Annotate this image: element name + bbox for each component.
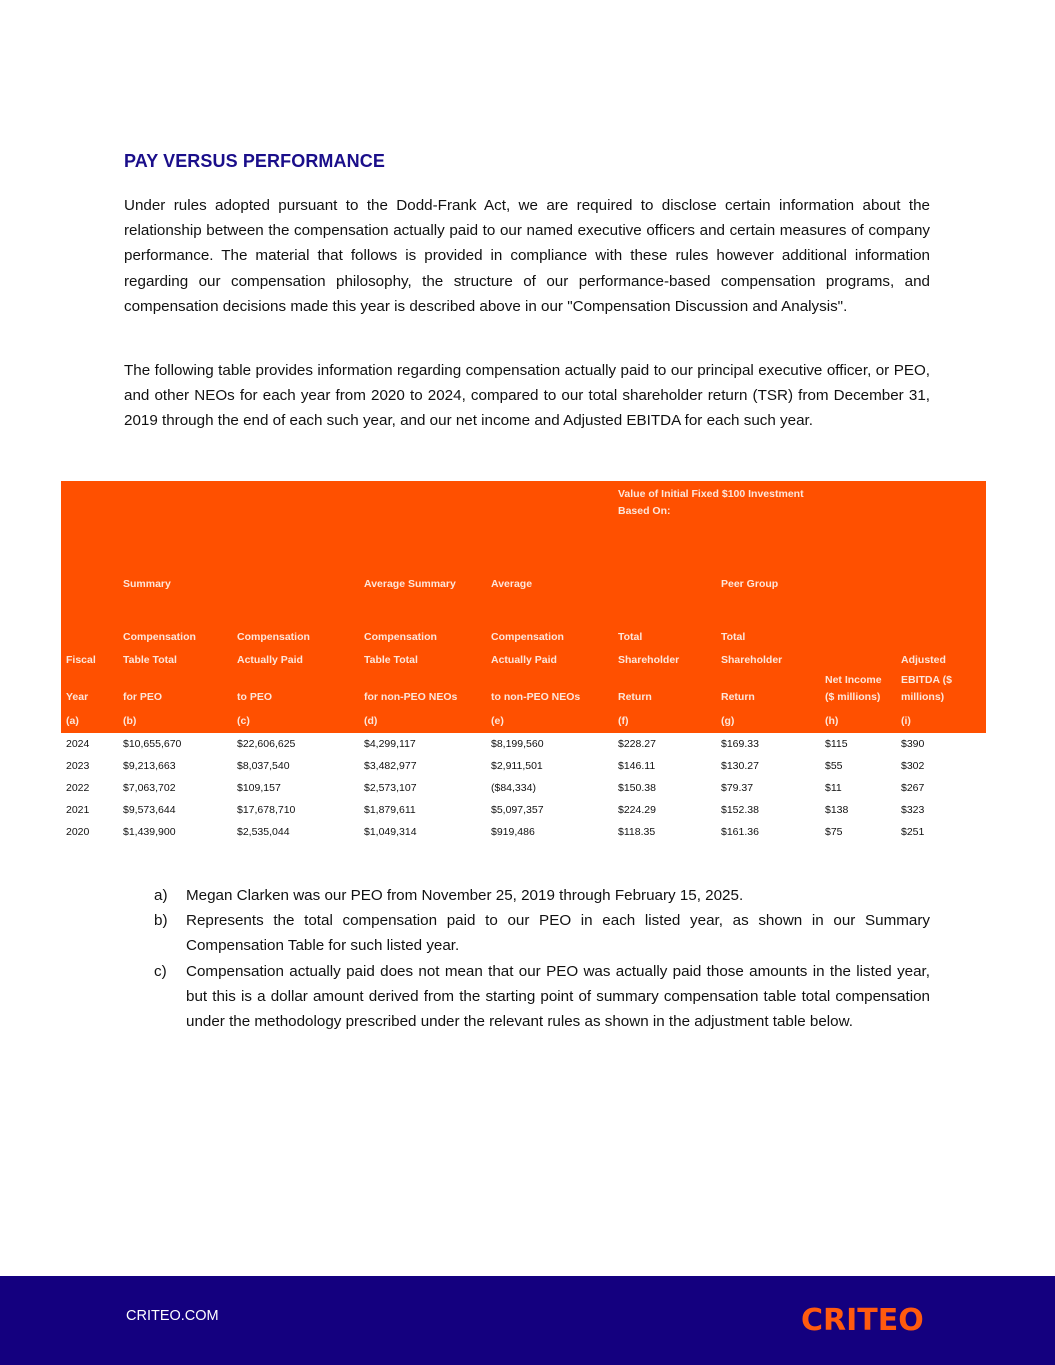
tsr-group-header: Value of Initial Fixed $100 Investment Based On: bbox=[618, 488, 804, 517]
footer-website-link[interactable]: CRITEO.COM bbox=[126, 1308, 219, 1324]
header-net-income: Net Income ($ millions) bbox=[825, 674, 882, 703]
footnote-c: c) Compensation actually paid does not mean that our PEO was actually paid those amounts in the listed year, but this is a dollar amount derived from the starting point of summary compensation table total compensation under the methodology prescribed under the relevant rules as shown in the adjustment table below. bbox=[154, 962, 930, 1031]
intro-paragraph: Under rules adopted pursuant to the Dodd-Frank Act, we are required to disclose certain information about the relationship between the compensation actually paid to our named executive officers and certain measures of company performance. The material that follows is provided in compliance with these rules however additional information regarding our compensation philosophy, the structure of our performance-based compensation programs, and compensation decisions made this year is described above in our "Compensation Discussion and Analysis". bbox=[124, 197, 930, 315]
footnotes bbox=[154, 883, 930, 1034]
table-description-paragraph: The following table provides information regarding compensation actually paid to our principal executive officer, or PEO, and other NEOs for each year from 2020 to 2024, compared to our total shareholder return (TSR) from December 31, 2019 through the end of each such year, and our net income and Adjusted EBITDA for each such year. bbox=[124, 362, 930, 430]
page-footer bbox=[0, 1276, 1055, 1365]
header-peer-group: Peer Group bbox=[721, 578, 779, 590]
table-row: 2020 $1,439,900 $2,535,044 $1,049,314 $919,486 $118.35 $161.36 $75 $251 bbox=[66, 826, 925, 838]
header-average: Average bbox=[491, 578, 533, 590]
table-row: 2024 $10,655,670 $22,606,625 $4,299,117 $8,199,560 $228.27 $169.33 $115 $390 bbox=[66, 738, 925, 750]
header-average-summary: Average Summary bbox=[364, 578, 456, 590]
header-adjusted-ebitda: EBITDA ($ millions) bbox=[901, 674, 952, 703]
header-fiscal: Fiscal bbox=[66, 654, 96, 666]
pay-versus-performance-table bbox=[61, 481, 986, 843]
table-row: 2021 $9,573,644 $17,678,710 $1,879,611 $5,097,357 $224.29 $152.38 $138 $323 bbox=[66, 804, 925, 816]
table-row: 2022 $7,063,702 $109,157 $2,573,107 ($84,334) $150.38 $79.37 $11 $267 bbox=[61, 777, 986, 799]
table-row: 2023 $9,213,663 $8,037,540 $3,482,977 $2,911,501 $146.11 $130.27 $55 $302 bbox=[66, 760, 925, 772]
negative-value: ($84,334) bbox=[491, 782, 536, 794]
criteo-logo: CRITEO bbox=[801, 1303, 924, 1338]
footnote-b: b) Represents the total compensation paid to our PEO in each listed year, as shown in our Summary Compensation Table for such listed year. bbox=[154, 912, 930, 955]
table-header: Value of Initial Fixed $100 Investment Based On: Summary Average Summary Average Peer Group Compensation Compensation Compensation Compensation Total Total Fiscal Table Total Actually Paid Table Total Actually Paid Shareholder Shareholder Adjusted Year for PEO to PEO for non-PEO NEOs to non-PEO NEOs Return Return Net Income ($ millions) EBITDA ($ millions) (a) (b) (c) (d) (e) (f) (g) (h) (i) bbox=[61, 481, 986, 733]
page-title: PAY VERSUS PERFORMANCE bbox=[124, 151, 385, 171]
header-summary: Summary bbox=[123, 578, 171, 590]
footnote-a: a) Megan Clarken was our PEO from November 25, 2019 through February 15, 2025. bbox=[154, 887, 744, 904]
